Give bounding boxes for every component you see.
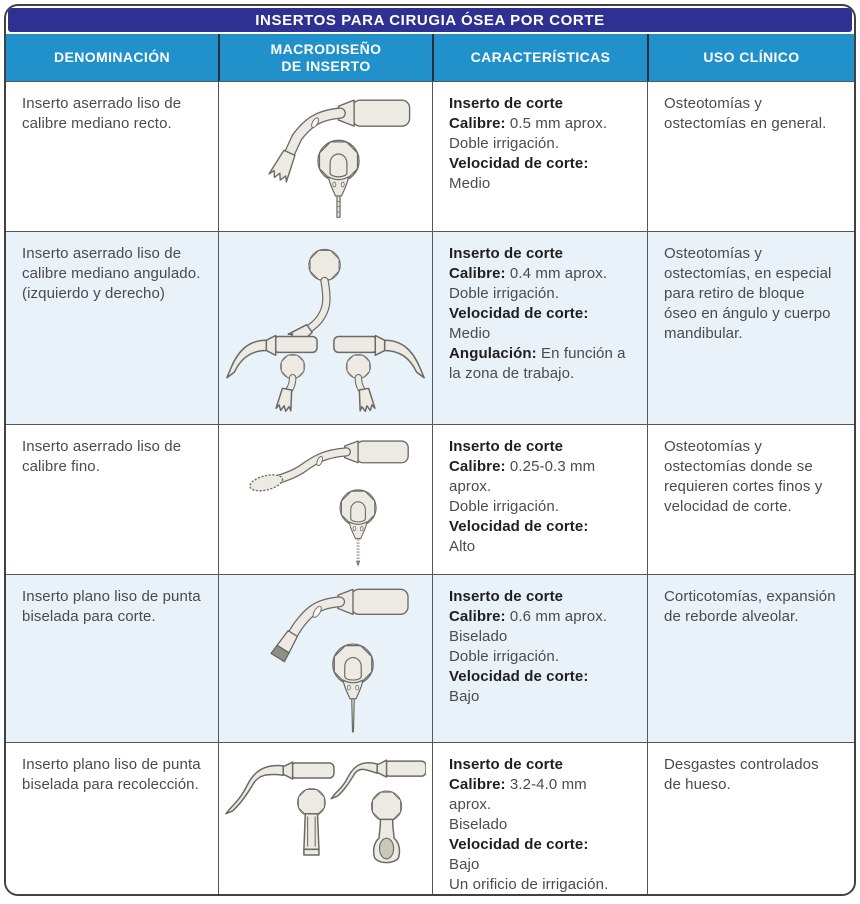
flat-beveled-insert-cutting-side-and-front-view-icon bbox=[225, 581, 426, 736]
caracteristicas-cell: Inserto de corte Calibre: 0.4 mm aprox. Doble irrigación. Velocidad de corte: Medio Angulación: En función a la zona de trabajo. bbox=[432, 232, 647, 424]
table-title: INSERTOS PARA CIRUGIA ÓSEA POR CORTE bbox=[8, 8, 852, 32]
denominacion-cell: Inserto aserrado liso de calibre mediano recto. bbox=[22, 95, 182, 132]
table-row bbox=[6, 231, 854, 424]
uso-clinico-cell: Osteotomías y ostectomías donde se requieren cortes finos y velocidad de corte. bbox=[647, 425, 854, 574]
serrated-insert-angled-left-right-views-icon bbox=[225, 238, 426, 418]
uso-clinico-cell: Corticotomías, expansión de reborde alveolar. bbox=[647, 575, 854, 742]
uso-clinico-cell: Desgastes controlados de hueso. bbox=[647, 743, 854, 896]
table-row bbox=[6, 742, 854, 896]
denominacion-cell: Inserto plano liso de punta biselada para recolección. bbox=[22, 756, 201, 793]
serrated-insert-straight-side-and-front-view-icon bbox=[225, 88, 426, 225]
insert-table-card bbox=[4, 4, 856, 896]
uso-clinico-cell: Osteotomías y ostectomías, en especial para retiro de bloque óseo en ángulo y cuerpo mandibular. bbox=[647, 232, 854, 424]
column-header: USO CLÍNICO bbox=[647, 34, 854, 81]
flat-beveled-insert-cutting-side-and-front-view bbox=[218, 575, 432, 742]
column-header: CARACTERÍSTICAS bbox=[432, 34, 647, 81]
serrated-insert-fine-side-and-front-view-icon bbox=[225, 431, 426, 568]
column-header: MACRODISEÑO DE INSERTO bbox=[218, 34, 432, 81]
column-header: DENOMINACIÓN bbox=[53, 49, 171, 65]
caracteristicas-cell: Inserto de corte Calibre: 0.6 mm aprox. Biselado Doble irrigación. Velocidad de corte: Bajo bbox=[432, 575, 647, 742]
header-row bbox=[6, 34, 854, 81]
table-body bbox=[6, 81, 854, 896]
denominacion-cell: Inserto aserrado liso de calibre fino. bbox=[22, 438, 182, 475]
denominacion-cell: Inserto aserrado liso de calibre mediano angulado. (izquierdo y derecho) bbox=[22, 245, 201, 302]
caracteristicas-cell: Inserto de corte Calibre: 3.2-4.0 mm aprox. Biselado Velocidad de corte: Bajo Un orificio de irrigación. bbox=[432, 743, 647, 896]
caracteristicas-cell: Inserto de corte Calibre: 0.5 mm aprox. Doble irrigación. Velocidad de corte: Medio bbox=[432, 82, 647, 231]
table-row bbox=[6, 81, 854, 231]
flat-beveled-insert-collection-two-views-icon bbox=[225, 749, 426, 896]
uso-clinico-cell: Osteotomías y ostectomías en general. bbox=[647, 82, 854, 231]
flat-beveled-insert-collection-two-views bbox=[218, 743, 432, 896]
denominacion-cell: Inserto plano liso de punta biselada para corte. bbox=[22, 588, 201, 625]
serrated-insert-angled-left-right-views bbox=[218, 232, 432, 424]
serrated-insert-straight-side-and-front-view bbox=[218, 82, 432, 231]
caracteristicas-cell: Inserto de corte Calibre: 0.25-0.3 mm aprox. Doble irrigación. Velocidad de corte: Alto bbox=[432, 425, 647, 574]
table-row bbox=[6, 424, 854, 574]
serrated-insert-fine-side-and-front-view bbox=[218, 425, 432, 574]
table-row bbox=[6, 574, 854, 742]
